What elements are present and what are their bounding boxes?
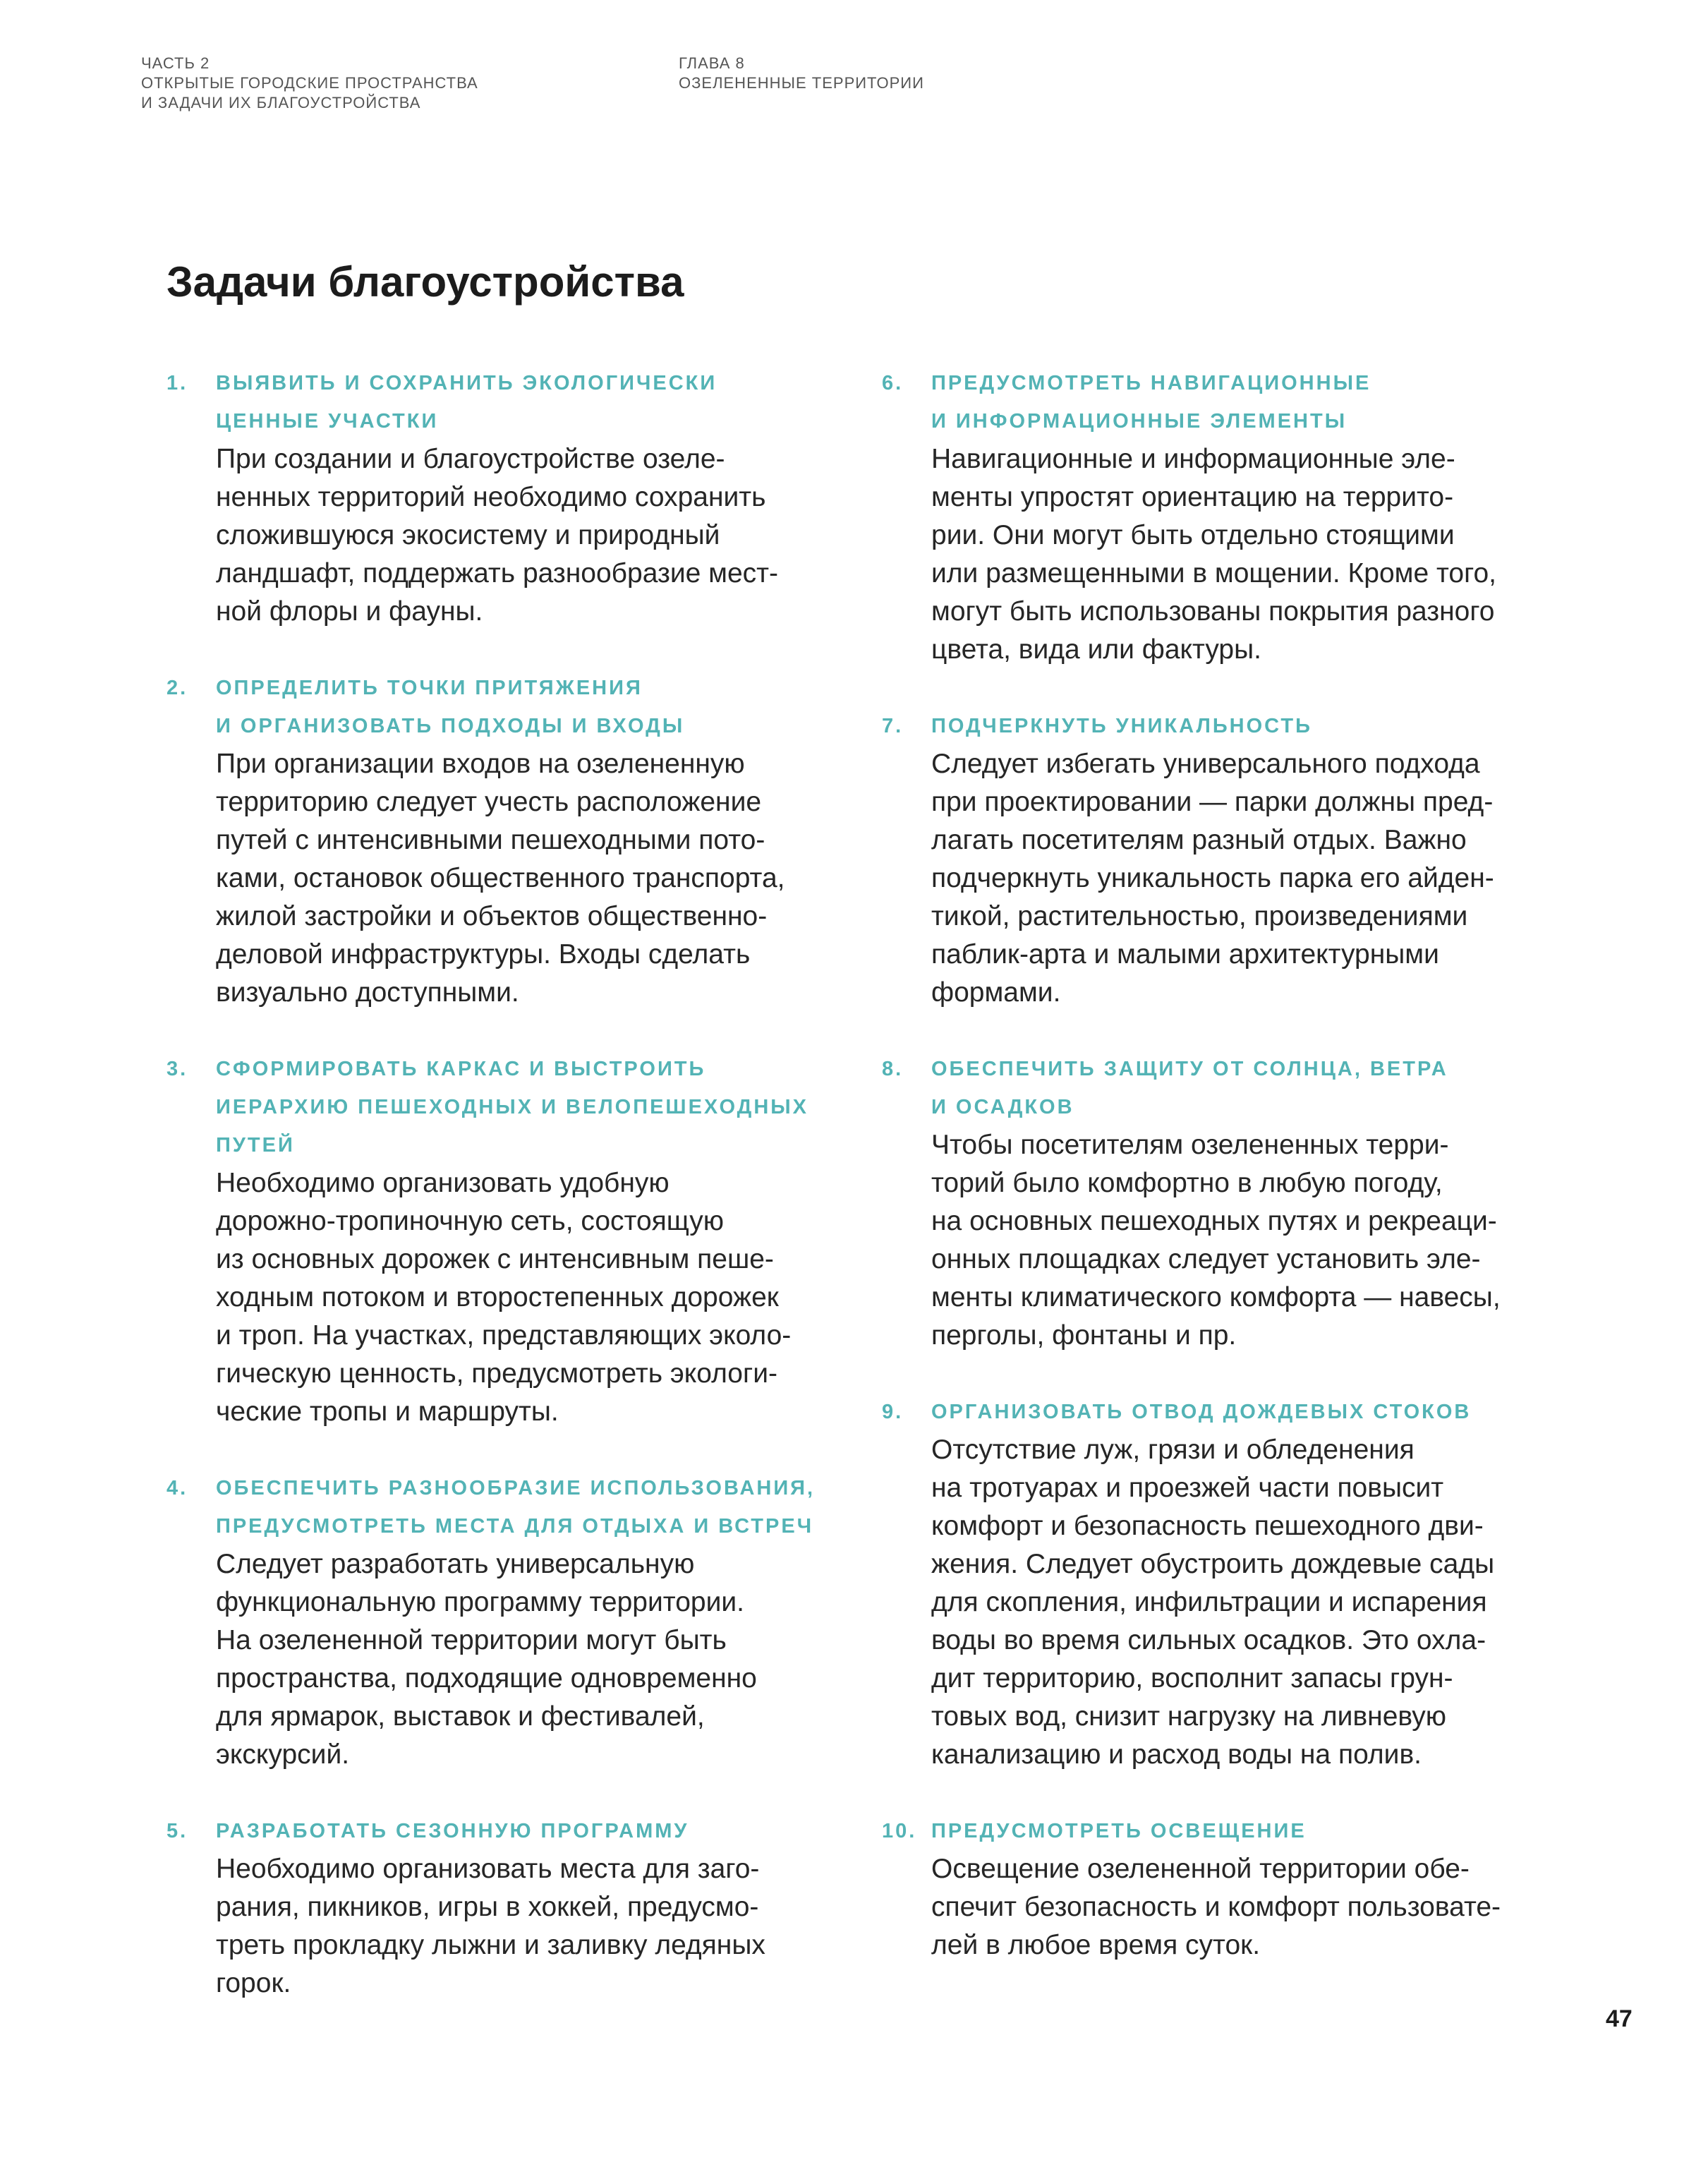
task-body [931,1126,1594,1355]
task-body-line: для ярмарок, выставок и фестивалей, [216,1701,705,1732]
task-body [216,1545,858,1774]
task-body-line: Следует избегать универсального подхода [931,749,1480,779]
task-body-line: ходным потоком и второстепенных дорожек [216,1282,779,1312]
task-heading [216,1050,858,1164]
task-heading-line: ИЕРАРХИЮ ПЕШЕХОДНЫХ И ВЕЛОПЕШЕХОДНЫХ [216,1096,809,1118]
task-body-line: дорожно-тропиночную сеть, состоящую [216,1206,725,1236]
running-head-line: ОТКРЫТЫЕ ГОРОДСКИЕ ПРОСТРАНСТВА [141,74,478,92]
task-heading-line: И ИНФОРМАЦИОННЫЕ ЭЛЕМЕНТЫ [931,410,1347,433]
task-body-line: рания, пикников, игры в хоккей, предусмо- [216,1892,759,1922]
task-number: 3. [166,1058,188,1080]
task-body [931,440,1594,669]
task-body-line: лагать посетителям разный отдых. Важно [931,825,1467,855]
running-head-line: ОЗЕЛЕНЕННЫЕ ТЕРРИТОРИИ [679,74,924,92]
running-head-part [141,54,478,113]
task-body-line: функциональную программу территории. [216,1587,744,1617]
task-body-line: Необходимо организовать места для заго- [216,1854,760,1884]
task-body-line: деловой инфраструктуры. Входы сделать [216,939,751,970]
task-body-line: При организации входов на озелененную [216,749,745,779]
task-item [166,1469,858,1774]
task-item [166,669,858,1012]
task-body-line: товых вод, снизит нагрузку на ливневую [931,1701,1447,1732]
task-heading-line: И ОСАДКОВ [931,1096,1074,1118]
task-item [882,1812,1594,1964]
task-heading [216,1469,858,1545]
running-head-chapter [679,54,924,93]
task-heading-line: ПРЕДУСМОТРЕТЬ НАВИГАЦИОННЫЕ [931,372,1371,394]
task-body [931,1850,1594,1964]
task-heading-line: ВЫЯВИТЬ И СОХРАНИТЬ ЭКОЛОГИЧЕСКИ [216,372,717,394]
task-body-line: жилой застройки и объектов общественно- [216,901,768,931]
task-body [216,440,858,631]
task-body-line: на основных пешеходных путях и рекреаци- [931,1206,1497,1236]
task-heading-line: И ОРГАНИЗОВАТЬ ПОДХОДЫ И ВХОДЫ [216,715,685,737]
task-body-line: и троп. На участках, представляющих эколо- [216,1320,792,1351]
task-body-line: спечит безопасность и комфорт пользовате- [931,1892,1501,1922]
task-body-line: торий было комфортно в любую погоду, [931,1168,1443,1198]
task-number: 10. [882,1820,917,1842]
task-body-line: цвета, вида или фактуры. [931,634,1261,665]
task-body-line: гическую ценность, предусмотреть экологи- [216,1358,777,1389]
task-number: 1. [166,372,188,394]
task-body [931,745,1594,1012]
task-item [166,1050,858,1431]
task-heading [931,364,1594,440]
page-number: 47 [1606,2005,1633,2032]
task-body-line: онных площадках следует установить эле- [931,1244,1481,1274]
task-number: 2. [166,677,188,699]
task-body-line: территорию следует учесть расположение [216,787,762,817]
task-body-line: канализацию и расход воды на полив. [931,1739,1422,1770]
running-head-line: ГЛАВА 8 [679,54,745,72]
task-number: 7. [882,715,904,737]
tasks-column-right [882,364,1594,1964]
task-number: 9. [882,1401,904,1423]
task-item [882,707,1594,1012]
task-body-line: ненных территорий необходимо сохранить [216,482,766,512]
task-body-line: для скопления, инфильтрации и испарения [931,1587,1487,1617]
task-item [166,364,858,631]
task-body-line: Чтобы посетителям озелененных терри- [931,1130,1449,1160]
task-body-line: лей в любое время суток. [931,1930,1261,1960]
task-body-line: менты климатического комфорта — навесы, [931,1282,1501,1312]
task-heading [931,707,1594,745]
task-heading-line: ПРЕДУСМОТРЕТЬ МЕСТА ДЛЯ ОТДЫХА И ВСТРЕЧ [216,1515,814,1538]
task-heading-line: ОПРЕДЕЛИТЬ ТОЧКИ ПРИТЯЖЕНИЯ [216,677,643,699]
task-body-line: формами. [931,977,1061,1008]
task-heading [216,669,858,745]
task-number: 6. [882,372,904,394]
task-body-line: жения. Следует обустроить дождевые сады [931,1549,1495,1579]
task-body-line: путей с интенсивными пешеходными пото- [216,825,765,855]
task-number: 8. [882,1058,904,1080]
task-body-line: могут быть использованы покрытия разного [931,596,1495,627]
task-body-line: на тротуарах и проезжей части повысит [931,1473,1444,1503]
task-body [216,1164,858,1431]
task-heading-line: РАЗРАБОТАТЬ СЕЗОННУЮ ПРОГРАММУ [216,1820,689,1842]
running-head-line: ЧАСТЬ 2 [141,54,210,72]
task-body-line: Освещение озелененной территории обе- [931,1854,1470,1884]
task-body-line: паблик-арта и малыми архитектурными [931,939,1439,970]
task-item [166,1812,858,2003]
task-heading [931,1812,1594,1850]
task-body-line: При создании и благоустройстве озеле- [216,444,725,474]
task-number: 4. [166,1477,188,1499]
task-body-line: из основных дорожек с интенсивным пеше- [216,1244,774,1274]
task-body [216,745,858,1012]
task-heading-line: ЦЕННЫЕ УЧАСТКИ [216,410,439,433]
tasks-column-left [166,364,858,2003]
task-body-line: ной флоры и фауны. [216,596,483,627]
task-heading [216,364,858,440]
task-body-line: рии. Они могут быть отдельно стоящими [931,520,1455,550]
task-body-line: подчеркнуть уникальность парка его айден- [931,863,1494,893]
task-heading-line: ОБЕСПЕЧИТЬ РАЗНООБРАЗИЕ ИСПОЛЬЗОВАНИЯ, [216,1477,816,1499]
task-body-line: горок. [216,1968,291,1998]
task-body-line: визуально доступными. [216,977,519,1008]
task-heading-line: ПРЕДУСМОТРЕТЬ ОСВЕЩЕНИЕ [931,1820,1307,1842]
task-body-line: дит территорию, восполнит запасы грун- [931,1663,1453,1694]
task-heading [931,1050,1594,1126]
task-body [931,1431,1594,1774]
task-body-line: Следует разработать универсальную [216,1549,695,1579]
task-body-line: тикой, растительностью, произведениями [931,901,1468,931]
task-body-line: или размещенными в мощении. Кроме того, [931,558,1496,588]
task-item [882,1393,1594,1774]
task-item [882,364,1594,669]
task-body-line: пространства, подходящие одновременно [216,1663,757,1694]
task-body-line: сложившуюся экосистему и природный [216,520,720,550]
task-body-line: Навигационные и информационные эле- [931,444,1455,474]
task-body [216,1850,858,2003]
task-item [882,1050,1594,1355]
task-body-line: ческие тропы и маршруты. [216,1396,559,1427]
task-body-line: воды во время сильных осадков. Это охла- [931,1625,1486,1655]
task-heading-line: ОРГАНИЗОВАТЬ ОТВОД ДОЖДЕВЫХ СТОКОВ [931,1401,1472,1423]
running-head-line: И ЗАДАЧИ ИХ БЛАГОУСТРОЙСТВА [141,94,421,111]
task-heading [216,1812,858,1850]
task-heading-line: ПОДЧЕРКНУТЬ УНИКАЛЬНОСТЬ [931,715,1312,737]
task-heading-line: ПУТЕЙ [216,1134,295,1157]
task-heading-line: СФОРМИРОВАТЬ КАРКАС И ВЫСТРОИТЬ [216,1058,706,1080]
task-body-line: экскурсий. [216,1739,350,1770]
task-body-line: перголы, фонтаны и пр. [931,1320,1237,1351]
task-heading-line: ОБЕСПЕЧИТЬ ЗАЩИТУ ОТ СОЛНЦА, ВЕТРА [931,1058,1448,1080]
task-body-line: На озелененной территории могут быть [216,1625,727,1655]
task-body-line: ками, остановок общественного транспорта, [216,863,785,893]
task-heading [931,1393,1594,1431]
task-body-line: при проектировании — парки должны пред- [931,787,1494,817]
task-body-line: ландшафт, поддержать разнообразие мест- [216,558,779,588]
task-number: 5. [166,1820,188,1842]
task-body-line: менты упростят ориентацию на террито- [931,482,1454,512]
task-body-line: треть прокладку лыжни и заливку ледяных [216,1930,765,1960]
task-body-line: комфорт и безопасность пешеходного дви- [931,1511,1484,1541]
task-body-line: Отсутствие луж, грязи и обледенения [931,1435,1415,1465]
page-title: Задачи благоустройства [166,258,684,306]
task-body-line: Необходимо организовать удобную [216,1168,670,1198]
